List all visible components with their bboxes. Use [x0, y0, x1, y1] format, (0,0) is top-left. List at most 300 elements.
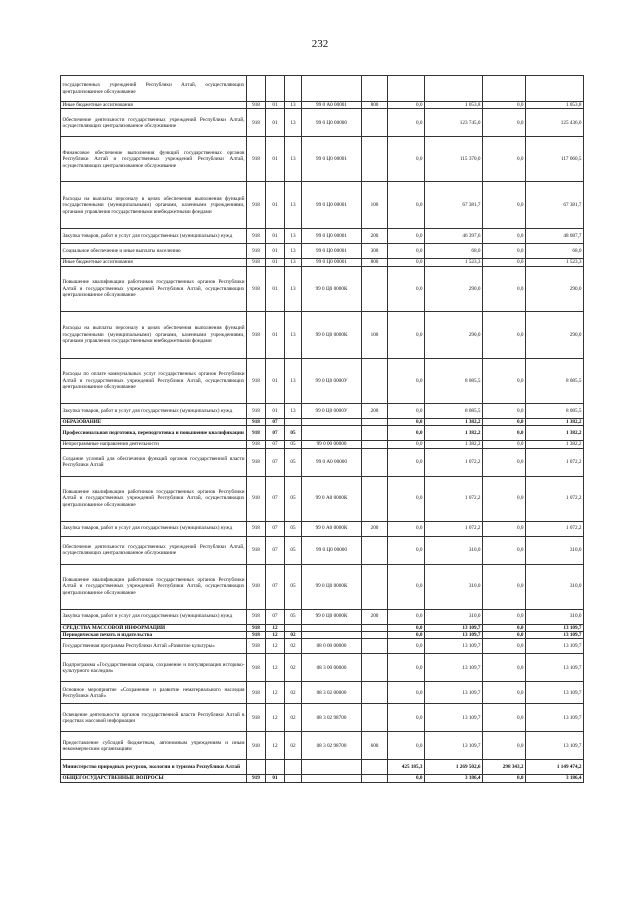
- amount-2: 310,0: [425, 564, 483, 609]
- table-row: [61, 441, 584, 448]
- expense-type-code: [362, 632, 388, 639]
- row-name: Иные бюджетные ассигнования: [61, 102, 247, 109]
- table-row: [61, 704, 584, 732]
- row-name: Закупка товаров, работ и услуг для государственных (муниципальных) нужд: [61, 521, 247, 536]
- amount-4: 1 523,3: [526, 259, 584, 266]
- amount-2: 68,0: [425, 244, 483, 259]
- subsection-code: 02: [285, 632, 302, 639]
- section-code: 01: [266, 229, 285, 244]
- target-article-code: 99 0 Ц0 0000К: [302, 609, 362, 624]
- amount-3: 0,0: [483, 732, 526, 760]
- page-number: 232: [311, 38, 329, 50]
- ved-code: 918: [247, 426, 266, 441]
- subsection-code: [285, 76, 302, 102]
- amount-1: 0,0: [388, 182, 425, 229]
- row-name: Обеспечение деятельности государственных учреждений Республики Алтай, осуществляющих централизованное обслуживание: [61, 109, 247, 137]
- subsection-code: [285, 760, 302, 775]
- row-name: Повышение квалификации работников государственных органов Республики Алтай и государственных учреждений Республики Алтай, осуществляющих централизованное обслуживание: [61, 564, 247, 609]
- section-code: 01: [266, 266, 285, 311]
- ved-code: 918: [247, 448, 266, 476]
- ved-code: 918: [247, 109, 266, 137]
- section-code: 07: [266, 521, 285, 536]
- expense-type-code: 800: [362, 259, 388, 266]
- row-name: Освещение деятельности органов государственной власти Республики Алтай в средствах массовой информации: [61, 704, 247, 732]
- subsection-code: 13: [285, 229, 302, 244]
- table-row: [61, 536, 584, 564]
- amount-2: 67 381,7: [425, 182, 483, 229]
- amount-1: 0,0: [388, 536, 425, 564]
- target-article-code: 08 3 00 00000: [302, 654, 362, 682]
- amount-3: 0,0: [483, 403, 526, 418]
- target-article-code: 99 0 Ц0 00000: [302, 536, 362, 564]
- amount-3: [483, 76, 526, 102]
- ved-code: [247, 76, 266, 102]
- row-name: государственных учреждений Республики Алтай, осуществляющих централизованное обслуживание: [61, 76, 247, 102]
- expense-type-code: [362, 624, 388, 631]
- expense-type-code: [362, 476, 388, 521]
- amount-4: 1 072,2: [526, 521, 584, 536]
- target-article-code: 08 3 02 00000: [302, 682, 362, 704]
- amount-4: 1 072,2: [526, 476, 584, 521]
- subsection-code: 02: [285, 732, 302, 760]
- expense-type-code: [362, 441, 388, 448]
- table-row: [61, 775, 584, 782]
- amount-3: 0,0: [483, 609, 526, 624]
- section-code: 01: [266, 259, 285, 266]
- ved-code: 918: [247, 137, 266, 182]
- table-row: [61, 102, 584, 109]
- table-row: [61, 732, 584, 760]
- amount-3: 0,0: [483, 102, 526, 109]
- amount-2: 13 109,7: [425, 732, 483, 760]
- section-code: [266, 760, 285, 775]
- subsection-code: 02: [285, 654, 302, 682]
- table-row: [61, 182, 584, 229]
- section-code: 12: [266, 682, 285, 704]
- amount-1: 0,0: [388, 441, 425, 448]
- target-article-code: 99 0 А0 0000К: [302, 521, 362, 536]
- amount-3: 0,0: [483, 441, 526, 448]
- subsection-code: 05: [285, 564, 302, 609]
- ved-code: 918: [247, 441, 266, 448]
- amount-3: 0,0: [483, 266, 526, 311]
- subsection-code: 13: [285, 182, 302, 229]
- table-row: [61, 682, 584, 704]
- row-name: Закупка товаров, работ и услуг для государственных (муниципальных) нужд: [61, 229, 247, 244]
- amount-2: 1 072,2: [425, 521, 483, 536]
- amount-4: 125 436,0: [526, 109, 584, 137]
- row-name: Непрограммные направления деятельности: [61, 441, 247, 448]
- subsection-code: 13: [285, 244, 302, 259]
- ved-code: 918: [247, 704, 266, 732]
- amount-4: 13 109,7: [526, 732, 584, 760]
- amount-4: 13 109,7: [526, 624, 584, 631]
- ved-code: 918: [247, 244, 266, 259]
- amount-2: 13 109,7: [425, 682, 483, 704]
- target-article-code: 99 0 А0 00001: [302, 102, 362, 109]
- row-name: Периодическая печать и издательства: [61, 632, 247, 639]
- section-code: 07: [266, 536, 285, 564]
- amount-3: 0,0: [483, 137, 526, 182]
- amount-3: 0,0: [483, 109, 526, 137]
- amount-4: 13 109,7: [526, 704, 584, 732]
- ved-code: 918: [247, 403, 266, 418]
- target-article-code: 99 0 Ц0 00001: [302, 182, 362, 229]
- subsection-code: 13: [285, 266, 302, 311]
- row-name: СРЕДСТВА МАССОВОЙ ИНФОРМАЦИИ: [61, 624, 247, 631]
- row-name: ОБЩЕГОСУДАРСТВЕННЫЕ ВОПРОСЫ: [61, 775, 247, 782]
- amount-2: 1 269 502,6: [425, 760, 483, 775]
- amount-2: 115 370,0: [425, 137, 483, 182]
- ved-code: 918: [247, 358, 266, 403]
- ved-code: 918: [247, 624, 266, 631]
- amount-1: 0,0: [388, 137, 425, 182]
- expense-type-code: [362, 536, 388, 564]
- amount-3: 0,0: [483, 536, 526, 564]
- amount-2: 310,0: [425, 609, 483, 624]
- amount-2: 13 109,7: [425, 704, 483, 732]
- row-name: Расходы по оплате коммунальных услуг государственных органов Республики Алтай и государственных учреждений Республики Алтай, осуществляющих централизованное обслуживание: [61, 358, 247, 403]
- expense-type-code: [362, 775, 388, 782]
- amount-1: 0,0: [388, 654, 425, 682]
- amount-2: 1 072,2: [425, 476, 483, 521]
- ved-code: 918: [247, 182, 266, 229]
- expense-type-code: 100: [362, 311, 388, 358]
- amount-4: 290,0: [526, 266, 584, 311]
- row-name: Основное мероприятие «Сохранение и развитие нематериального наследия Республики Алтай»: [61, 682, 247, 704]
- subsection-code: 05: [285, 448, 302, 476]
- table-row: [61, 521, 584, 536]
- subsection-code: 13: [285, 137, 302, 182]
- expense-type-code: [362, 654, 388, 682]
- row-name: Предоставление субсидий бюджетным, автономным учреждениям и иным некоммерческим организациям: [61, 732, 247, 760]
- ved-code: 918: [247, 476, 266, 521]
- subsection-code: 02: [285, 639, 302, 654]
- target-article-code: [302, 624, 362, 631]
- amount-1: 0,0: [388, 418, 425, 425]
- amount-4: 3 186,4: [526, 775, 584, 782]
- ved-code: 918: [247, 564, 266, 609]
- expense-type-code: [362, 564, 388, 609]
- expense-type-code: [362, 109, 388, 137]
- section-code: 07: [266, 418, 285, 425]
- table-row: [61, 639, 584, 654]
- amount-1: 0,0: [388, 682, 425, 704]
- target-article-code: 08 3 02 98700: [302, 704, 362, 732]
- ved-code: 918: [247, 609, 266, 624]
- ved-code: 918: [247, 266, 266, 311]
- amount-4: 1 382,2: [526, 426, 584, 441]
- target-article-code: 99 0 Ц0 00001: [302, 244, 362, 259]
- expense-type-code: 200: [362, 229, 388, 244]
- subsection-code: 05: [285, 521, 302, 536]
- section-code: 12: [266, 632, 285, 639]
- target-article-code: 99 0 Ц0 00000: [302, 109, 362, 137]
- row-name: Профессиональная подготовка, переподготовка и повышение квалификации: [61, 426, 247, 441]
- subsection-code: [285, 775, 302, 782]
- expense-type-code: 200: [362, 609, 388, 624]
- amount-1: 0,0: [388, 732, 425, 760]
- amount-2: 13 109,7: [425, 632, 483, 639]
- amount-1: 0,0: [388, 775, 425, 782]
- subsection-code: 13: [285, 259, 302, 266]
- amount-3: 298 343,2: [483, 760, 526, 775]
- amount-4: 13 109,7: [526, 654, 584, 682]
- amount-4: 8 085,5: [526, 358, 584, 403]
- target-article-code: 99 0 00 00000: [302, 441, 362, 448]
- amount-2: 1 382,2: [425, 418, 483, 425]
- amount-2: 8 085,5: [425, 358, 483, 403]
- expense-type-code: [362, 358, 388, 403]
- section-code: 01: [266, 775, 285, 782]
- target-article-code: 99 0 Ц0 00001: [302, 137, 362, 182]
- table-row: [61, 632, 584, 639]
- section-code: [266, 76, 285, 102]
- expense-type-code: [362, 760, 388, 775]
- expense-type-code: 800: [362, 102, 388, 109]
- amount-3: 0,0: [483, 244, 526, 259]
- amount-4: 13 109,7: [526, 632, 584, 639]
- ved-code: 918: [247, 229, 266, 244]
- row-name: Повышение квалификации работников государственных органов Республики Алтай и государственных учреждений Республики Алтай, осуществляющих централизованное обслуживание: [61, 476, 247, 521]
- amount-1: 0,0: [388, 358, 425, 403]
- amount-4: 1 072,2: [526, 448, 584, 476]
- amount-1: 0,0: [388, 229, 425, 244]
- table-row: [61, 476, 584, 521]
- row-name: Социальное обеспечение и иные выплаты населению: [61, 244, 247, 259]
- ved-code: 918: [247, 418, 266, 425]
- expense-type-code: [362, 266, 388, 311]
- subsection-code: 02: [285, 682, 302, 704]
- amount-4: 13 109,7: [526, 639, 584, 654]
- table-row: [61, 266, 584, 311]
- target-article-code: 99 0 Ц0 0000К: [302, 564, 362, 609]
- amount-1: 0,0: [388, 609, 425, 624]
- table-row: [61, 654, 584, 682]
- target-article-code: 99 0 А0 00000: [302, 448, 362, 476]
- subsection-code: 02: [285, 704, 302, 732]
- subsection-code: 05: [285, 476, 302, 521]
- amount-1: 0,0: [388, 266, 425, 311]
- amount-2: 8 085,5: [425, 403, 483, 418]
- section-code: 12: [266, 732, 285, 760]
- section-code: 07: [266, 476, 285, 521]
- table-row: [61, 426, 584, 441]
- amount-1: 0,0: [388, 704, 425, 732]
- amount-4: 310,0: [526, 564, 584, 609]
- amount-2: 290,0: [425, 266, 483, 311]
- target-article-code: 08 0 00 00000: [302, 639, 362, 654]
- amount-3: 0,0: [483, 521, 526, 536]
- row-name: Иные бюджетные ассигнования: [61, 259, 247, 266]
- row-name: Расходы на выплаты персоналу в целях обеспечения выполнения функций государственными (муниципальными) органами, казенными учреждениями, органами управления государственными внебюджетными фондами: [61, 311, 247, 358]
- expense-type-code: [362, 418, 388, 425]
- ved-code: 918: [247, 521, 266, 536]
- expense-type-code: 300: [362, 244, 388, 259]
- section-code: 01: [266, 244, 285, 259]
- subsection-code: 05: [285, 609, 302, 624]
- amount-2: 3 186,4: [425, 775, 483, 782]
- row-name: Финансовое обеспечение выполнения функций государственных органов Республики Алтай и государственных учреждений Республики Алтай, осуществляющих централизованное обслуживание: [61, 137, 247, 182]
- ved-code: 918: [247, 102, 266, 109]
- row-name: Министерство природных ресурсов, экологии и туризма Республики Алтай: [61, 760, 247, 775]
- row-name: Закупка товаров, работ и услуг для государственных (муниципальных) нужд: [61, 403, 247, 418]
- section-code: 12: [266, 624, 285, 631]
- amount-4: 13 109,7: [526, 682, 584, 704]
- table-row: [61, 403, 584, 418]
- amount-4: 1 382,2: [526, 418, 584, 425]
- ved-code: 918: [247, 632, 266, 639]
- expense-type-code: 600: [362, 732, 388, 760]
- table-row: [61, 76, 584, 102]
- row-name: Создание условий для обеспечения функций органов государственной власти Республики Алтай: [61, 448, 247, 476]
- amount-1: 0,0: [388, 521, 425, 536]
- expense-type-code: [362, 682, 388, 704]
- amount-3: 0,0: [483, 358, 526, 403]
- amount-1: 0,0: [388, 564, 425, 609]
- table-row: [61, 358, 584, 403]
- subsection-code: 05: [285, 426, 302, 441]
- expense-type-code: [362, 448, 388, 476]
- amount-3: 0,0: [483, 564, 526, 609]
- target-article-code: [302, 775, 362, 782]
- section-code: 01: [266, 358, 285, 403]
- section-code: 01: [266, 311, 285, 358]
- amount-4: 48 087,7: [526, 229, 584, 244]
- target-article-code: 99 0 А0 0000К: [302, 476, 362, 521]
- amount-3: 0,0: [483, 704, 526, 732]
- section-code: 07: [266, 564, 285, 609]
- amount-4: 68,0: [526, 244, 584, 259]
- amount-4: 310,0: [526, 609, 584, 624]
- section-code: 01: [266, 137, 285, 182]
- expense-type-code: [362, 426, 388, 441]
- amount-2: 123 745,0: [425, 109, 483, 137]
- amount-1: [388, 76, 425, 102]
- amount-3: 0,0: [483, 632, 526, 639]
- amount-1: 425 185,3: [388, 760, 425, 775]
- amount-1: 0,0: [388, 624, 425, 631]
- amount-4: 67 381,7: [526, 182, 584, 229]
- target-article-code: 99 0 Ц0 00001: [302, 229, 362, 244]
- subsection-code: 13: [285, 109, 302, 137]
- target-article-code: 99 0 Ц0 0000У: [302, 403, 362, 418]
- target-article-code: 99 0 Ц0 00001: [302, 259, 362, 266]
- table-row: [61, 259, 584, 266]
- amount-1: 0,0: [388, 639, 425, 654]
- amount-2: 46 397,6: [425, 229, 483, 244]
- section-code: 12: [266, 639, 285, 654]
- section-code: 12: [266, 704, 285, 732]
- expense-type-code: [362, 137, 388, 182]
- amount-3: 0,0: [483, 639, 526, 654]
- subsection-code: [285, 624, 302, 631]
- subsection-code: 13: [285, 311, 302, 358]
- amount-2: 290,0: [425, 311, 483, 358]
- amount-3: 0,0: [483, 418, 526, 425]
- subsection-code: 13: [285, 358, 302, 403]
- table-row: [61, 564, 584, 609]
- amount-1: 0,0: [388, 244, 425, 259]
- ved-code: [247, 760, 266, 775]
- table-row: [61, 760, 584, 775]
- amount-3: 0,0: [483, 259, 526, 266]
- amount-1: 0,0: [388, 632, 425, 639]
- row-name: Расходы на выплаты персоналу в целях обеспечения выполнения функций государственными (муниципальными) органами, казенными учреждениями, органами управления государственными внебюджетными фондами: [61, 182, 247, 229]
- amount-4: [526, 76, 584, 102]
- section-code: 07: [266, 448, 285, 476]
- expense-type-code: 200: [362, 403, 388, 418]
- table-row: [61, 244, 584, 259]
- subsection-code: 05: [285, 441, 302, 448]
- table-row: [61, 311, 584, 358]
- table-row: [61, 229, 584, 244]
- amount-1: 0,0: [388, 102, 425, 109]
- amount-4: 310,0: [526, 536, 584, 564]
- amount-3: 0,0: [483, 682, 526, 704]
- row-name: Обеспечение деятельности государственных учреждений Республики Алтай, осуществляющих централизованное обслуживание: [61, 536, 247, 564]
- amount-3: 0,0: [483, 229, 526, 244]
- amount-3: 0,0: [483, 775, 526, 782]
- amount-1: 0,0: [388, 448, 425, 476]
- amount-2: 13 109,7: [425, 654, 483, 682]
- table-row: [61, 448, 584, 476]
- expense-type-code: [362, 76, 388, 102]
- amount-4: 1 149 474,2: [526, 760, 584, 775]
- amount-1: 0,0: [388, 259, 425, 266]
- amount-2: 310,0: [425, 536, 483, 564]
- table-row: [61, 624, 584, 631]
- target-article-code: [302, 76, 362, 102]
- expense-type-code: 100: [362, 182, 388, 229]
- row-name: ОБРАЗОВАНИЕ: [61, 418, 247, 425]
- target-article-code: [302, 760, 362, 775]
- amount-1: 0,0: [388, 311, 425, 358]
- amount-3: 0,0: [483, 182, 526, 229]
- amount-2: 1 053,8: [425, 102, 483, 109]
- amount-3: 0,0: [483, 654, 526, 682]
- section-code: 07: [266, 441, 285, 448]
- ved-code: 918: [247, 682, 266, 704]
- amount-4: 117 060,5: [526, 137, 584, 182]
- row-name: Государственная программа Республики Алтай «Развитие культуры»: [61, 639, 247, 654]
- target-article-code: 08 3 02 98700: [302, 732, 362, 760]
- amount-3: 0,0: [483, 624, 526, 631]
- amount-1: 0,0: [388, 403, 425, 418]
- row-name: Подпрограмма «Государственная охрана, сохранение и популяризация историко-культурного наследия»: [61, 654, 247, 682]
- row-name: Повышение квалификации работников государственных органов Республики Алтай и государственных учреждений Республики Алтай, осуществляющих централизованное обслуживание: [61, 266, 247, 311]
- target-article-code: [302, 426, 362, 441]
- section-code: 01: [266, 109, 285, 137]
- table-row: [61, 109, 584, 137]
- section-code: 12: [266, 654, 285, 682]
- section-code: 07: [266, 609, 285, 624]
- amount-2: 13 109,7: [425, 639, 483, 654]
- amount-4: 8 085,5: [526, 403, 584, 418]
- amount-4: 1 053,8: [526, 102, 584, 109]
- expense-type-code: 200: [362, 521, 388, 536]
- amount-1: 0,0: [388, 476, 425, 521]
- section-code: 01: [266, 403, 285, 418]
- amount-2: 1 382,2: [425, 441, 483, 448]
- amount-4: 290,0: [526, 311, 584, 358]
- target-article-code: 99 0 Ц0 0000К: [302, 311, 362, 358]
- subsection-code: 13: [285, 403, 302, 418]
- amount-3: 0,0: [483, 311, 526, 358]
- section-code: 07: [266, 426, 285, 441]
- amount-2: 1 072,2: [425, 448, 483, 476]
- budget-table: [60, 75, 584, 783]
